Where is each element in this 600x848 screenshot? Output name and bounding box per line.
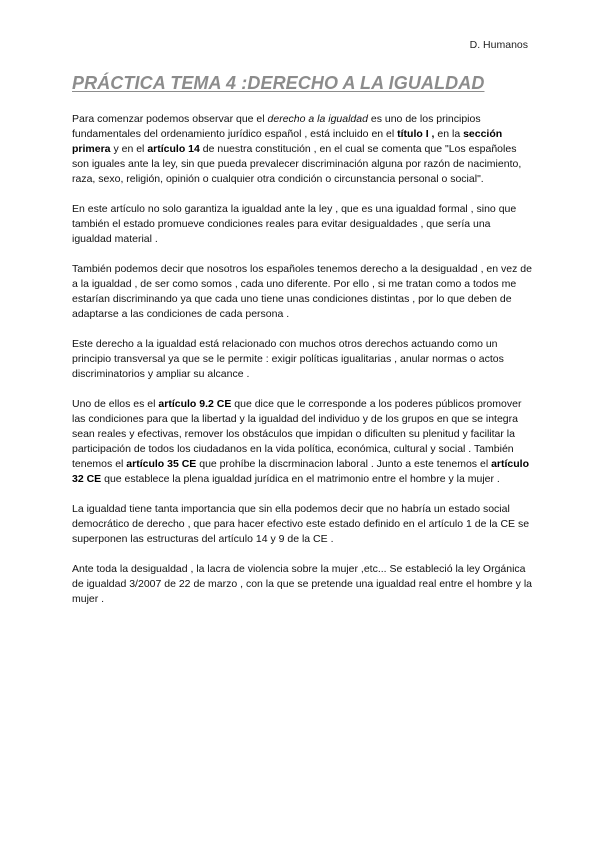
bold-reference: artículo 9.2 CE [158,398,232,410]
paragraph-text: Uno de ellos es el [72,398,159,410]
paragraph-text: y en el [110,143,148,155]
paragraph-6: La igualdad tiene tanta importancia que sin ella podemos decir que no habría un estado social democrático de derecho , que para hacer efectivo este estado definido en el artículo 1 de la CE se superponen las estructuras del artículo 14 y 9 de la CE . [72,503,530,545]
paragraph-4: Este derecho a la igualdad está relacionado con muchos otros derechos actuando como un principio transversal ya que se le permite : exigir políticas igualitarias , anular normas o actos discriminatorios y ampliar su alcance . [72,338,504,380]
paragraph-text: en la [434,128,464,140]
paragraph-5 [72,397,532,487]
bold-reference: título I , [397,128,435,140]
bold-reference: artículo 14 [147,143,200,155]
document-body [72,112,532,622]
paragraph-7: Ante toda la desigualdad , la lacra de violencia sobre la mujer ,etc... Se estableció la ley Orgánica de igualdad 3/2007 de 22 de marzo , con la que se pretende una igualdad real entre el hombre y la mujer . [72,563,532,605]
paragraph-2: En este artículo no solo garantiza la igualdad ante la ley , que es una igualdad formal , sino que también el estado promueve condiciones reales para evitar desigualdades , que sería una igualdad material . [72,203,517,245]
paragraph-text: Para comenzar podemos observar que el [72,113,268,125]
paragraph-text: de nuestra constitución , en el cual se comenta que "Los españoles son iguales ante la ley, sin que pueda prevalecer discriminación alguna por razón de nacimiento, raza, sexo, religión, opinión o cualquier otra condición o circunstancia personal o social". [72,143,522,185]
paragraph-text: que dice que le corresponde a los poderes públicos promover las condiciones para que la libertad y la igualdad del individuo y de los grupos en que se integra sean reales y efectivas, remover los obstáculos que impidan o dificulten su plenitud y facilitar la participación de todos los ciudadanos en la vida política, económica, cultural y social . También tenemos el [72,398,522,470]
header-subject-label: D. Humanos [469,39,528,51]
bold-reference: sección primera [72,128,503,155]
page-title: PRÁCTICA TEMA 4 :DERECHO A LA IGUALDAD [72,73,485,93]
paragraph-text: que establece la plena igualdad jurídica en el matrimonio entre el hombre y la mujer . [101,473,500,485]
paragraph-text: es uno de los principios fundamentales del ordenamiento jurídico español , está incluido en el [72,113,481,140]
paragraph-1 [72,112,532,187]
bold-reference: artículo 32 CE [72,458,530,485]
bold-reference: artículo 35 CE [126,458,197,470]
emphasis-text: derecho a la igualdad [267,113,368,125]
paragraph-text: que prohíbe la discrminacion laboral . Junto a este tenemos el [196,458,492,470]
paragraph-3: También podemos decir que nosotros los españoles tenemos derecho a la desigualdad , en vez de a la igualdad , de ser como somos , cada uno diferente. Por ello , si me tratan como a todos me estarían discriminando ya que cada uno tiene unas condiciones distintas , por lo que deben de adaptarse a las condiciones de cada persona . [72,263,532,320]
